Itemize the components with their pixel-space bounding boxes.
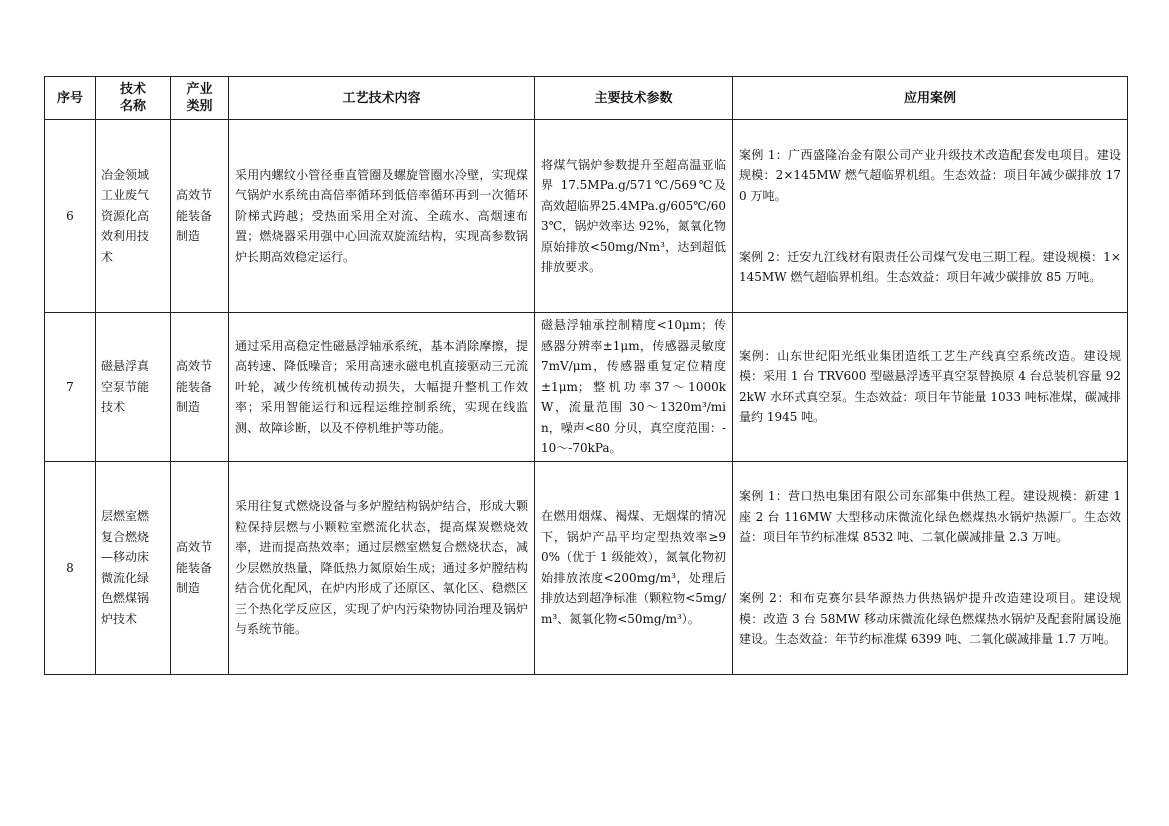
header-name: 技术 名称 <box>96 77 171 120</box>
technology-table <box>44 76 1128 675</box>
row-process: 采用内螺纹小管径垂直管圈及螺旋管圈水冷壁，实现煤气锅炉水系统由高倍率循环到低倍率循环再到一次循环阶梯式跨越；受热面采用全对流、全疏水、高烟速布置；燃烧器采用强中心回流双旋流结构，实现高参数锅炉长期高效稳定运行。 <box>229 120 535 313</box>
row-tech-name: 层燃室燃 复合燃烧 —移动床 微流化绿 色燃煤锅 炉技术 <box>96 461 171 675</box>
table-row <box>45 313 1128 462</box>
row-category: 高效节 能装备 制造 <box>171 120 229 313</box>
row-cases <box>733 461 1128 675</box>
header-num: 序号 <box>45 77 96 120</box>
row-params: 在燃用烟煤、褐煤、无烟煤的情况下，锅炉产品平均定型热效率≥90%（优于 1 级能效），氮氧化物初始排放浓度<200mg/m³，处理后排放达到超净标准（颗粒物<5mg/m³、氮氧化物<50mg/m³）。 <box>535 461 733 675</box>
case-entry: 案例：山东世纪阳光纸业集团造纸工艺生产线真空系统改造。建设规模：采用 1 台 TRV600 型磁悬浮透平真空泵替换原 4 台总装机容量 922kW 水环式真空泵。生态效益：项目年节能量 1033 吨标准煤，碳减排量约 1945 吨。 <box>739 348 1121 425</box>
row-tech-name: 冶金领域 工业废气 资源化高 效利用技 术 <box>96 120 171 313</box>
case-entry: 案例 2：迁安九江线材有限责任公司煤气发电三期工程。建设规模：1×145MW 燃气超临界机组。生态效益：项目年减少碳排放 85 万吨。 <box>739 249 1121 284</box>
row-num: 6 <box>45 120 96 313</box>
table-header-row <box>45 77 1128 120</box>
row-cases <box>733 120 1128 313</box>
row-params: 将煤气锅炉参数提升至超高温亚临界 17.5MPa.g/571℃/569℃及高效超临界25.4MPa.g/605℃/603℃，锅炉效率达 92%，氮氧化物原始排放<50mg/Nm³，达到超低排放要求。 <box>535 120 733 313</box>
table-row <box>45 120 1128 313</box>
case-entry: 案例 2：和布克赛尔县华源热力供热锅炉提升改造建设项目。建设规模：改造 3 台 58MW 移动床微流化绿色燃煤热水锅炉及配套附属设施建设。生态效益：年节约标准煤 6399 吨、二氧化碳减排量 1.7 万吨。 <box>739 591 1121 646</box>
row-process: 采用往复式燃烧设备与多炉膛结构锅炉结合，形成大颗粒保持层燃与小颗粒室燃流化状态，提高煤炭燃烧效率，进而提高热效率；通过层燃室燃复合燃烧状态，减少层燃放热量，降低热力氮原始生成；通过多炉膛结构结合优化配风，在炉内形成了还原区、氧化区、稳燃区三个热化学反应区，实现了炉内污染物协同治理及锅炉与系统节能。 <box>229 461 535 675</box>
row-num: 7 <box>45 313 96 462</box>
row-cases <box>733 313 1128 462</box>
case-entry: 案例 1：营口热电集团有限公司东部集中供热工程。建设规模：新建 1 座 2 台 116MW 大型移动床微流化绿色燃煤热水锅炉热源厂。生态效益：项目年节约标准煤 8532 吨、二氧化碳减排量 2.3 万吨。 <box>739 489 1121 544</box>
row-num: 8 <box>45 461 96 675</box>
case-entry: 案例 1：广西盛隆冶金有限公司产业升级技术改造配套发电项目。建设规模：2×145MW 燃气超临界机组。生态效益：项目年减少碳排放 170 万吨。 <box>739 147 1121 203</box>
row-tech-name: 磁悬浮真 空泵节能 技术 <box>96 313 171 462</box>
row-params: 磁悬浮轴承控制精度<10μm；传感器分辨率±1μm，传感器灵敏度 7mV/μm，传感器重复定位精度±1μm；整机功率37～1000kW，流量范围 30～1320m³/min，噪声<80 分贝，真空度范围：-10～-70kPa。 <box>535 313 733 462</box>
row-process: 通过采用高稳定性磁悬浮轴承系统，基本消除摩擦，提高转速、降低噪音；采用高速永磁电机直接驱动三元流叶轮，减少传统机械传动损失，大幅提升整机工作效率；采用智能运行和远程运维控制系统，实现在线监测、故障诊断，以及不停机维护等功能。 <box>229 313 535 462</box>
header-category: 产业 类别 <box>171 77 229 120</box>
row-category: 高效节 能装备 制造 <box>171 313 229 462</box>
row-category: 高效节 能装备 制造 <box>171 461 229 675</box>
header-process: 工艺技术内容 <box>229 77 535 120</box>
header-cases: 应用案例 <box>733 77 1128 120</box>
header-params: 主要技术参数 <box>535 77 733 120</box>
table-row <box>45 461 1128 675</box>
